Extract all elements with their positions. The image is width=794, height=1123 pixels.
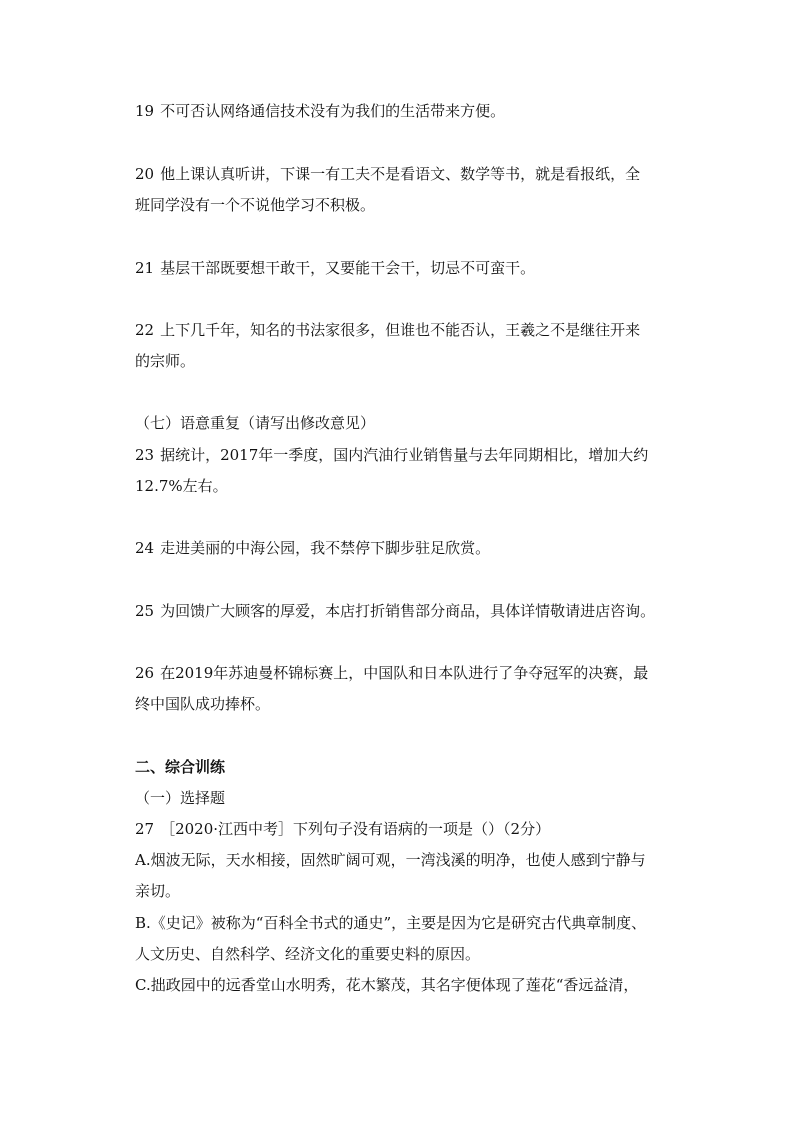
question-24 [135, 538, 680, 559]
question-23-line2: 12.7%左右。 [135, 477, 228, 495]
option-b-line2: 人文历史、自然科学、经济文化的重要史料的原因。 [135, 945, 481, 963]
question-number: 20 [135, 165, 155, 183]
question-number: 23 [135, 446, 155, 464]
question-26-line1 [135, 663, 680, 684]
option-a-line1: A.烟波无际，天水相接，固然旷阔可观，一湾浅溪的明净，也使人感到宁静与 [135, 851, 646, 869]
question-20-line2: 班同学没有一个不说他学习不积极。 [135, 196, 376, 214]
question-text: 为回馈广大顾客的厚爱，本店打折销售部分商品，具体详情敬请进店咨询。 [160, 602, 656, 620]
question-27 [135, 819, 680, 840]
question-text: 上下几千年，知名的书法家很多，但谁也不能否认，王羲之不是继往开来 [160, 321, 641, 339]
question-26-line2: 终中国队成功捧杯。 [135, 695, 271, 713]
question-text: ［2020·江西中考］下列句子没有语病的一项是（）（2分） [160, 820, 551, 838]
question-number: 27 [135, 820, 155, 838]
question-21 [135, 258, 680, 279]
question-number: 19 [135, 102, 155, 120]
question-text: 基层干部既要想干敢干，又要能干会干，切忌不可蛮干。 [160, 259, 536, 277]
question-text: 不可否认网络通信技术没有为我们的生活带来方便。 [160, 102, 506, 120]
question-number: 26 [135, 664, 155, 682]
question-20-line1 [135, 164, 680, 185]
option-a-line2: 亲切。 [135, 882, 181, 900]
question-25 [135, 601, 680, 622]
part-2-heading: 二、综合训练 [135, 758, 226, 776]
question-19 [135, 101, 680, 122]
question-number: 21 [135, 259, 155, 277]
subsection-title: （一）选择题 [135, 789, 226, 807]
question-text: 走进美丽的中海公园，我不禁停下脚步驻足欣赏。 [160, 539, 491, 557]
question-22-line1 [135, 320, 680, 341]
question-text: 据统计，2017年一季度，国内汽油行业销售量与去年同期相比，增加大约 [160, 446, 649, 464]
question-22-line2: 的宗师。 [135, 352, 196, 370]
question-23-line1 [135, 445, 680, 466]
question-number: 22 [135, 321, 155, 339]
question-number: 25 [135, 602, 155, 620]
option-b-line1: B.《史记》被称为“百科全书式的通史”，主要是因为它是研究古代典章制度、 [135, 914, 647, 932]
option-c-line1: C.拙政园中的远香堂山水明秀，花木繁茂，其名字便体现了莲花“香远益清， [135, 976, 639, 994]
question-number: 24 [135, 539, 155, 557]
section-7-title: （七）语意重复（请写出修改意见） [135, 414, 376, 432]
question-text: 在2019年苏迪曼杯锦标赛上，中国队和日本队进行了争夺冠军的决赛，最 [160, 664, 649, 682]
question-text: 他上课认真听讲，下课一有工夫不是看语文、数学等书，就是看报纸，全 [160, 165, 641, 183]
